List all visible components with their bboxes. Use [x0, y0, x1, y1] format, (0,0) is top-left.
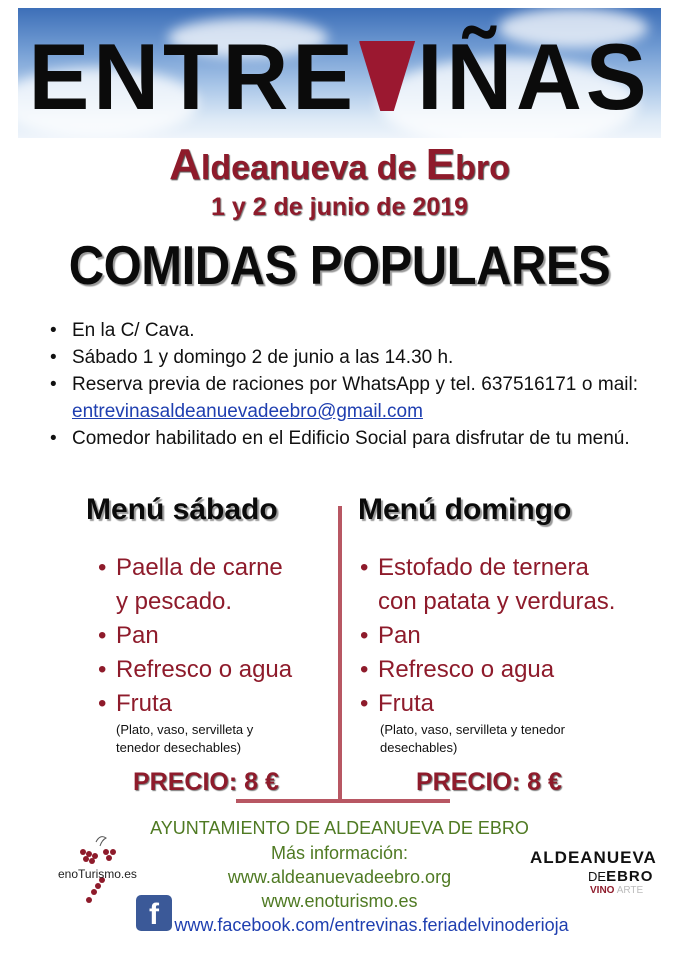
- facebook-icon[interactable]: f: [136, 895, 172, 931]
- aldeanueva-logo: ALDEANUEVA DEEBRO VINO ARTE: [530, 848, 657, 896]
- menu-item: • Estofado de ternera: [360, 551, 615, 585]
- menu-note: (Plato, vaso, servilleta y tenedor desechables): [116, 722, 254, 755]
- menu-note: (Plato, vaso, servilleta y tenedor desechables): [380, 722, 565, 755]
- list-item: • Reserva previa de raciones por WhatsApp y tel. 637516171 o mail: entrevinasaldeanuevadeebro@gmail.com: [48, 371, 638, 425]
- website-link[interactable]: www.aldeanuevadeebro.org: [227, 867, 452, 887]
- menu-item: • Fruta: [98, 687, 292, 721]
- menu-item: • Paella de carne: [98, 551, 292, 585]
- menu-item-continued: con patata y verduras.: [378, 588, 616, 615]
- menu-domingo-title: Menú domingo: [358, 493, 572, 526]
- menu-sabado-list: [98, 551, 292, 757]
- menu-divider: [338, 506, 342, 802]
- price-sabado: PRECIO: 8 €: [133, 768, 279, 796]
- info-list: [48, 317, 638, 452]
- more-info-label: Más información:: [270, 843, 409, 863]
- town-title: Aldeanueva de Ebro: [169, 140, 510, 189]
- menu-divider-base: [236, 799, 450, 803]
- org-name: AYUNTAMIENTO DE ALDEANUEVA DE EBRO: [150, 818, 529, 838]
- page-title: COMIDAS POPULARES: [68, 235, 611, 297]
- header-banner: [18, 8, 661, 138]
- email-link[interactable]: entrevinasaldeanuevadeebro@gmail.com: [72, 401, 423, 422]
- menu-item-continued: y pescado.: [116, 588, 233, 615]
- menu-item: • Refresco o agua: [360, 653, 615, 687]
- menu-item: • Pan: [98, 619, 292, 653]
- enoturismo-logo: enoTurismo.es: [58, 867, 137, 881]
- menu-item: • Fruta: [360, 687, 615, 721]
- facebook-link[interactable]: www.facebook.com/entrevinas.feriadelvinoderioja: [174, 915, 569, 935]
- menu-item: • Pan: [360, 619, 615, 653]
- list-item: • Sábado 1 y domingo 2 de junio a las 14.30 h.: [48, 344, 638, 371]
- menu-domingo-list: [360, 551, 615, 757]
- enoturismo-link[interactable]: www.enoturismo.es: [261, 891, 418, 911]
- list-item: • En la C/ Cava.: [48, 317, 638, 344]
- entrevinas-logo: ENTRE IÑAS: [28, 24, 651, 129]
- menu-item: • Refresco o agua: [98, 653, 292, 687]
- menu-sabado-title: Menú sábado: [86, 493, 278, 526]
- event-dates: 1 y 2 de junio de 2019: [210, 193, 469, 221]
- wine-glass-icon: [359, 41, 415, 111]
- list-item: • Comedor habilitado en el Edificio Social para disfrutar de tu menú.: [48, 425, 638, 452]
- price-domingo: PRECIO: 8 €: [416, 768, 562, 796]
